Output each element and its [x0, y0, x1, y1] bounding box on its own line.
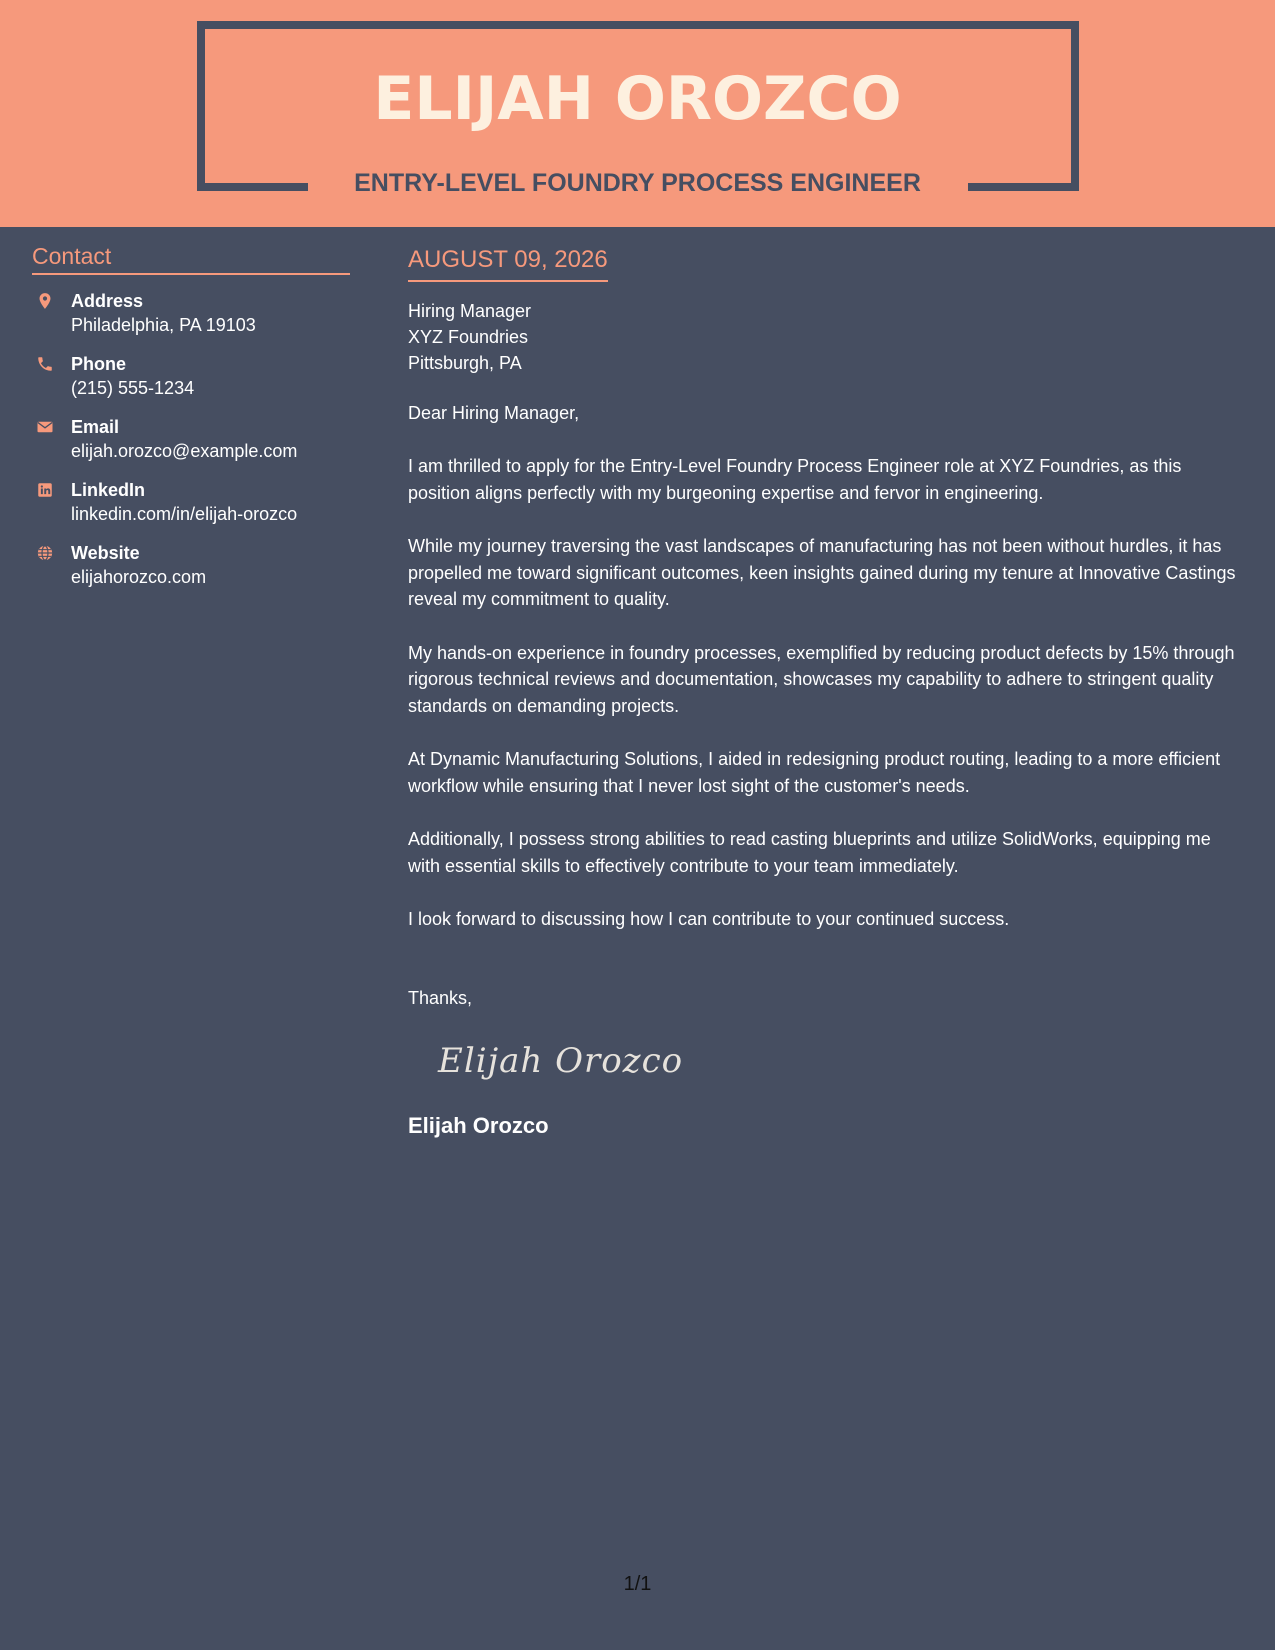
- letter-paragraph: I am thrilled to apply for the Entry-Level Foundry Process Engineer role at XYZ Foundries, as this position aligns perfectly with my burgeoning expertise and fervor in engineering.: [408, 456, 1182, 503]
- linkedin-icon: [36, 481, 54, 499]
- closing: Thanks,: [408, 987, 473, 1008]
- contact-item-address: [32, 289, 352, 338]
- letter-paragraph: I look forward to discussing how I can contribute to your continued success.: [408, 909, 1010, 929]
- contact-label: Website: [71, 543, 140, 563]
- contact-item-email: [32, 415, 352, 464]
- envelope-icon: [36, 418, 54, 436]
- contact-item-website: [32, 541, 352, 590]
- letter-body: [408, 240, 1238, 1141]
- recipient-line: Hiring Manager: [408, 301, 532, 321]
- header-banner: [0, 0, 1275, 227]
- recipient-line: XYZ Foundries: [408, 327, 529, 347]
- recipient-line: Pittsburgh, PA: [408, 353, 522, 373]
- contact-item-linkedin: [32, 478, 352, 527]
- recipient-block: [408, 298, 1238, 376]
- applicant-name: ELIJAH OROZCO: [373, 64, 902, 134]
- globe-icon: [36, 544, 54, 562]
- salutation: Dear Hiring Manager,: [408, 403, 580, 423]
- address-value: Philadelphia, PA 19103: [71, 315, 256, 335]
- contact-label: LinkedIn: [71, 480, 146, 500]
- contact-heading: Contact: [32, 240, 350, 275]
- website-value: elijahorozco.com: [71, 567, 207, 587]
- email-value: elijah.orozco@example.com: [71, 441, 298, 461]
- phone-value: (215) 555-1234: [71, 378, 195, 398]
- contact-item-phone: [32, 352, 352, 401]
- letter-paragraph: My hands-on experience in foundry processes, exemplified by reducing product defects by 15% through rigorous technical reviews and documentation, showcases my capability to adhere to stringent quality standards on demanding projects.: [408, 642, 1235, 716]
- letter-paragraph: Additionally, I possess strong abilities to read casting blueprints and utilize SolidWorks, equipping me with essential skills to effectively contribute to your team immediately.: [408, 829, 1211, 876]
- letter-date: AUGUST 09, 2026: [408, 240, 608, 282]
- linkedin-value: linkedin.com/in/elijah-orozco: [71, 504, 298, 524]
- contact-label: Address: [71, 291, 144, 311]
- contact-sidebar: [32, 240, 352, 590]
- job-title: ENTRY-LEVEL FOUNDRY PROCESS ENGINEER: [354, 169, 921, 197]
- contact-label: Email: [71, 417, 120, 437]
- map-pin-icon: [36, 292, 54, 310]
- contact-label: Phone: [71, 354, 127, 374]
- letter-paragraph: While my journey traversing the vast landscapes of manufacturing has not been without hurdles, it has propelled me toward significant outcomes, keen insights gained during my tenure at Innovative Castings reveal my commitment to quality.: [408, 536, 1236, 609]
- phone-icon: [36, 355, 54, 373]
- page-number: 1/1: [623, 1573, 652, 1595]
- letter-paragraph: At Dynamic Manufacturing Solutions, I aided in redesigning product routing, leading to a more efficient workflow while ensuring that I never lost sight of the customer's needs.: [408, 749, 1221, 796]
- handwritten-signature: Elijah Orozco: [438, 1040, 684, 1081]
- signed-name: Elijah Orozco: [408, 1112, 549, 1138]
